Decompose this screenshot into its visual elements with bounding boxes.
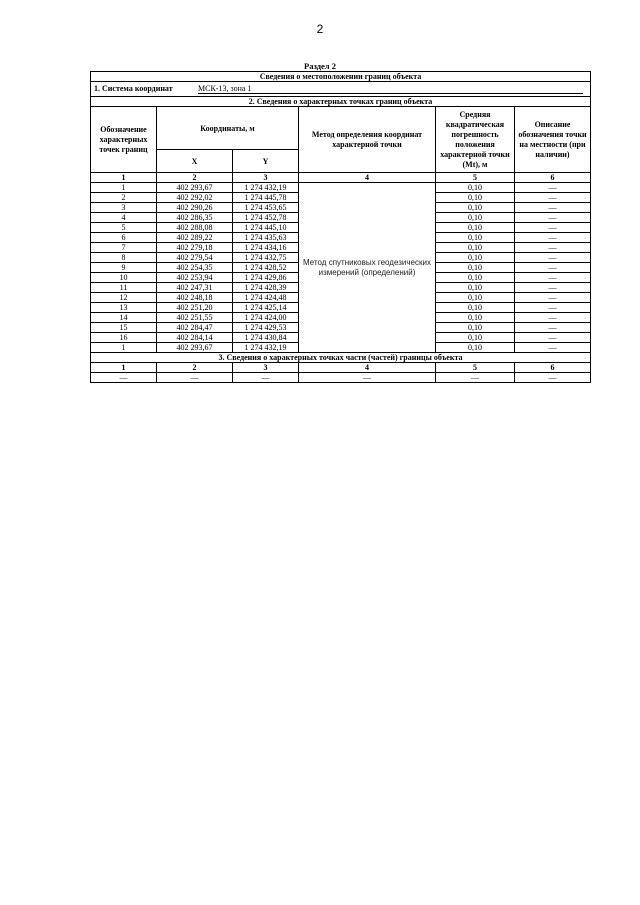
y-coordinate-cell: 1 274 452,78 (233, 213, 299, 223)
y-coordinate-cell: 1 274 424,00 (233, 313, 299, 323)
x-coordinate-cell: 402 253,94 (157, 273, 233, 283)
coord-system-value: МСК-13, зона 1 (198, 84, 583, 94)
column-numbers-row (91, 173, 591, 183)
y-coordinate-cell: 1 274 453,65 (233, 203, 299, 213)
y-coordinate-cell: 1 274 429,53 (233, 323, 299, 333)
description-cell: — (515, 253, 591, 263)
x-coordinate-cell: 402 254,35 (157, 263, 233, 273)
x-coordinate-cell: 402 279,54 (157, 253, 233, 263)
description-cell: — (515, 203, 591, 213)
description-cell: — (515, 343, 591, 353)
description-cell: — (515, 193, 591, 203)
error-cell: 0,10 (436, 213, 515, 223)
column-number: 6 (515, 173, 591, 183)
y-coordinate-cell: 1 274 445,78 (233, 193, 299, 203)
x-coordinate-cell: 402 279,18 (157, 243, 233, 253)
subsection-3-column-numbers (91, 363, 591, 373)
x-coordinate-cell: 402 292,02 (157, 193, 233, 203)
point-id-cell: 16 (91, 333, 157, 343)
subsection-2-title: 2. Сведения о характерных точках границ объекта (91, 97, 591, 107)
error-cell: 0,10 (436, 193, 515, 203)
table-title: Сведения о местоположении границ объекта (91, 72, 591, 82)
error-cell: 0,10 (436, 263, 515, 273)
description-cell: — (515, 273, 591, 283)
description-cell: — (515, 323, 591, 333)
point-id-cell: 12 (91, 293, 157, 303)
table-cell: — (515, 373, 591, 383)
error-cell: 0,10 (436, 283, 515, 293)
y-coordinate-cell: 1 274 432,19 (233, 183, 299, 193)
point-id-cell: 10 (91, 273, 157, 283)
method-cell: Метод спутниковых геодезических измерений (определений) (299, 183, 436, 353)
x-coordinate-cell: 402 248,18 (157, 293, 233, 303)
description-cell: — (515, 183, 591, 193)
error-cell: 0,10 (436, 293, 515, 303)
y-coordinate-cell: 1 274 445,10 (233, 223, 299, 233)
point-id-cell: 14 (91, 313, 157, 323)
column-number: 2 (157, 363, 233, 373)
column-number: 4 (299, 173, 436, 183)
y-coordinate-cell: 1 274 424,48 (233, 293, 299, 303)
description-cell: — (515, 333, 591, 343)
header-point-id: Обозначение характерных точек границ (91, 107, 157, 173)
x-coordinate-cell: 402 251,20 (157, 303, 233, 313)
x-coordinate-cell: 402 286,35 (157, 213, 233, 223)
point-id-cell: 4 (91, 213, 157, 223)
table-cell: — (299, 373, 436, 383)
error-cell: 0,10 (436, 273, 515, 283)
error-cell: 0,10 (436, 183, 515, 193)
description-cell: — (515, 263, 591, 273)
column-number: 5 (436, 173, 515, 183)
description-cell: — (515, 303, 591, 313)
page-number: 2 (316, 22, 324, 36)
x-coordinate-cell: 402 247,31 (157, 283, 233, 293)
y-coordinate-cell: 1 274 435,63 (233, 233, 299, 243)
subsection-3-row (91, 373, 591, 383)
point-id-cell: 13 (91, 303, 157, 313)
error-cell: 0,10 (436, 253, 515, 263)
header-y: Y (233, 150, 299, 173)
error-cell: 0,10 (436, 343, 515, 353)
error-cell: 0,10 (436, 233, 515, 243)
table-cell: — (157, 373, 233, 383)
x-coordinate-cell: 402 251,55 (157, 313, 233, 323)
y-coordinate-cell: 1 274 434,16 (233, 243, 299, 253)
error-cell: 0,10 (436, 223, 515, 233)
header-method: Метод определения координат характерной точки (299, 107, 436, 173)
table-cell: — (91, 373, 157, 383)
description-cell: — (515, 243, 591, 253)
x-coordinate-cell: 402 293,67 (157, 183, 233, 193)
y-coordinate-cell: 1 274 428,52 (233, 263, 299, 273)
point-id-cell: 6 (91, 233, 157, 243)
column-number: 1 (91, 363, 157, 373)
error-cell: 0,10 (436, 313, 515, 323)
y-coordinate-cell: 1 274 432,19 (233, 343, 299, 353)
description-cell: — (515, 233, 591, 243)
coord-system-label: 1. Система координат (94, 84, 173, 93)
point-id-cell: 5 (91, 223, 157, 233)
x-coordinate-cell: 402 290,26 (157, 203, 233, 213)
description-cell: — (515, 293, 591, 303)
x-coordinate-cell: 402 293,67 (157, 343, 233, 353)
coord-system-row (91, 82, 591, 97)
column-number: 2 (157, 173, 233, 183)
y-coordinate-cell: 1 274 432,75 (233, 253, 299, 263)
column-number: 3 (233, 363, 299, 373)
error-cell: 0,10 (436, 303, 515, 313)
y-coordinate-cell: 1 274 430,84 (233, 333, 299, 343)
header-x: X (157, 150, 233, 173)
point-id-cell: 3 (91, 203, 157, 213)
point-id-cell: 8 (91, 253, 157, 263)
column-number: 6 (515, 363, 591, 373)
table-cell: — (233, 373, 299, 383)
table-cell: — (436, 373, 515, 383)
error-cell: 0,10 (436, 323, 515, 333)
boundary-table (90, 71, 591, 383)
y-coordinate-cell: 1 274 429,86 (233, 273, 299, 283)
point-id-cell: 1 (91, 183, 157, 193)
description-cell: — (515, 223, 591, 233)
column-number: 3 (233, 173, 299, 183)
point-id-cell: 7 (91, 243, 157, 253)
column-number: 1 (91, 173, 157, 183)
x-coordinate-cell: 402 289,22 (157, 233, 233, 243)
point-id-cell: 2 (91, 193, 157, 203)
description-cell: — (515, 283, 591, 293)
error-cell: 0,10 (436, 333, 515, 343)
point-id-cell: 9 (91, 263, 157, 273)
table-row (91, 183, 591, 193)
y-coordinate-cell: 1 274 425,14 (233, 303, 299, 313)
x-coordinate-cell: 402 284,14 (157, 333, 233, 343)
point-id-cell: 15 (91, 323, 157, 333)
section-title: Раздел 2 (304, 61, 336, 71)
description-cell: — (515, 313, 591, 323)
header-coordinates: Координаты, м (157, 107, 299, 150)
subsection-3-title: 3. Сведения о характерных точках части (частей) границы объекта (91, 353, 591, 363)
column-number: 4 (299, 363, 436, 373)
header-error: Средняя квадратическая погрешность положения характерной точки (Mt), м (436, 107, 515, 173)
y-coordinate-cell: 1 274 428,39 (233, 283, 299, 293)
x-coordinate-cell: 402 288,08 (157, 223, 233, 233)
description-cell: — (515, 213, 591, 223)
error-cell: 0,10 (436, 203, 515, 213)
header-description: Описание обозначения точки на местности (при наличии) (515, 107, 591, 173)
point-id-cell: 1 (91, 343, 157, 353)
column-number: 5 (436, 363, 515, 373)
error-cell: 0,10 (436, 243, 515, 253)
x-coordinate-cell: 402 284,47 (157, 323, 233, 333)
point-id-cell: 11 (91, 283, 157, 293)
